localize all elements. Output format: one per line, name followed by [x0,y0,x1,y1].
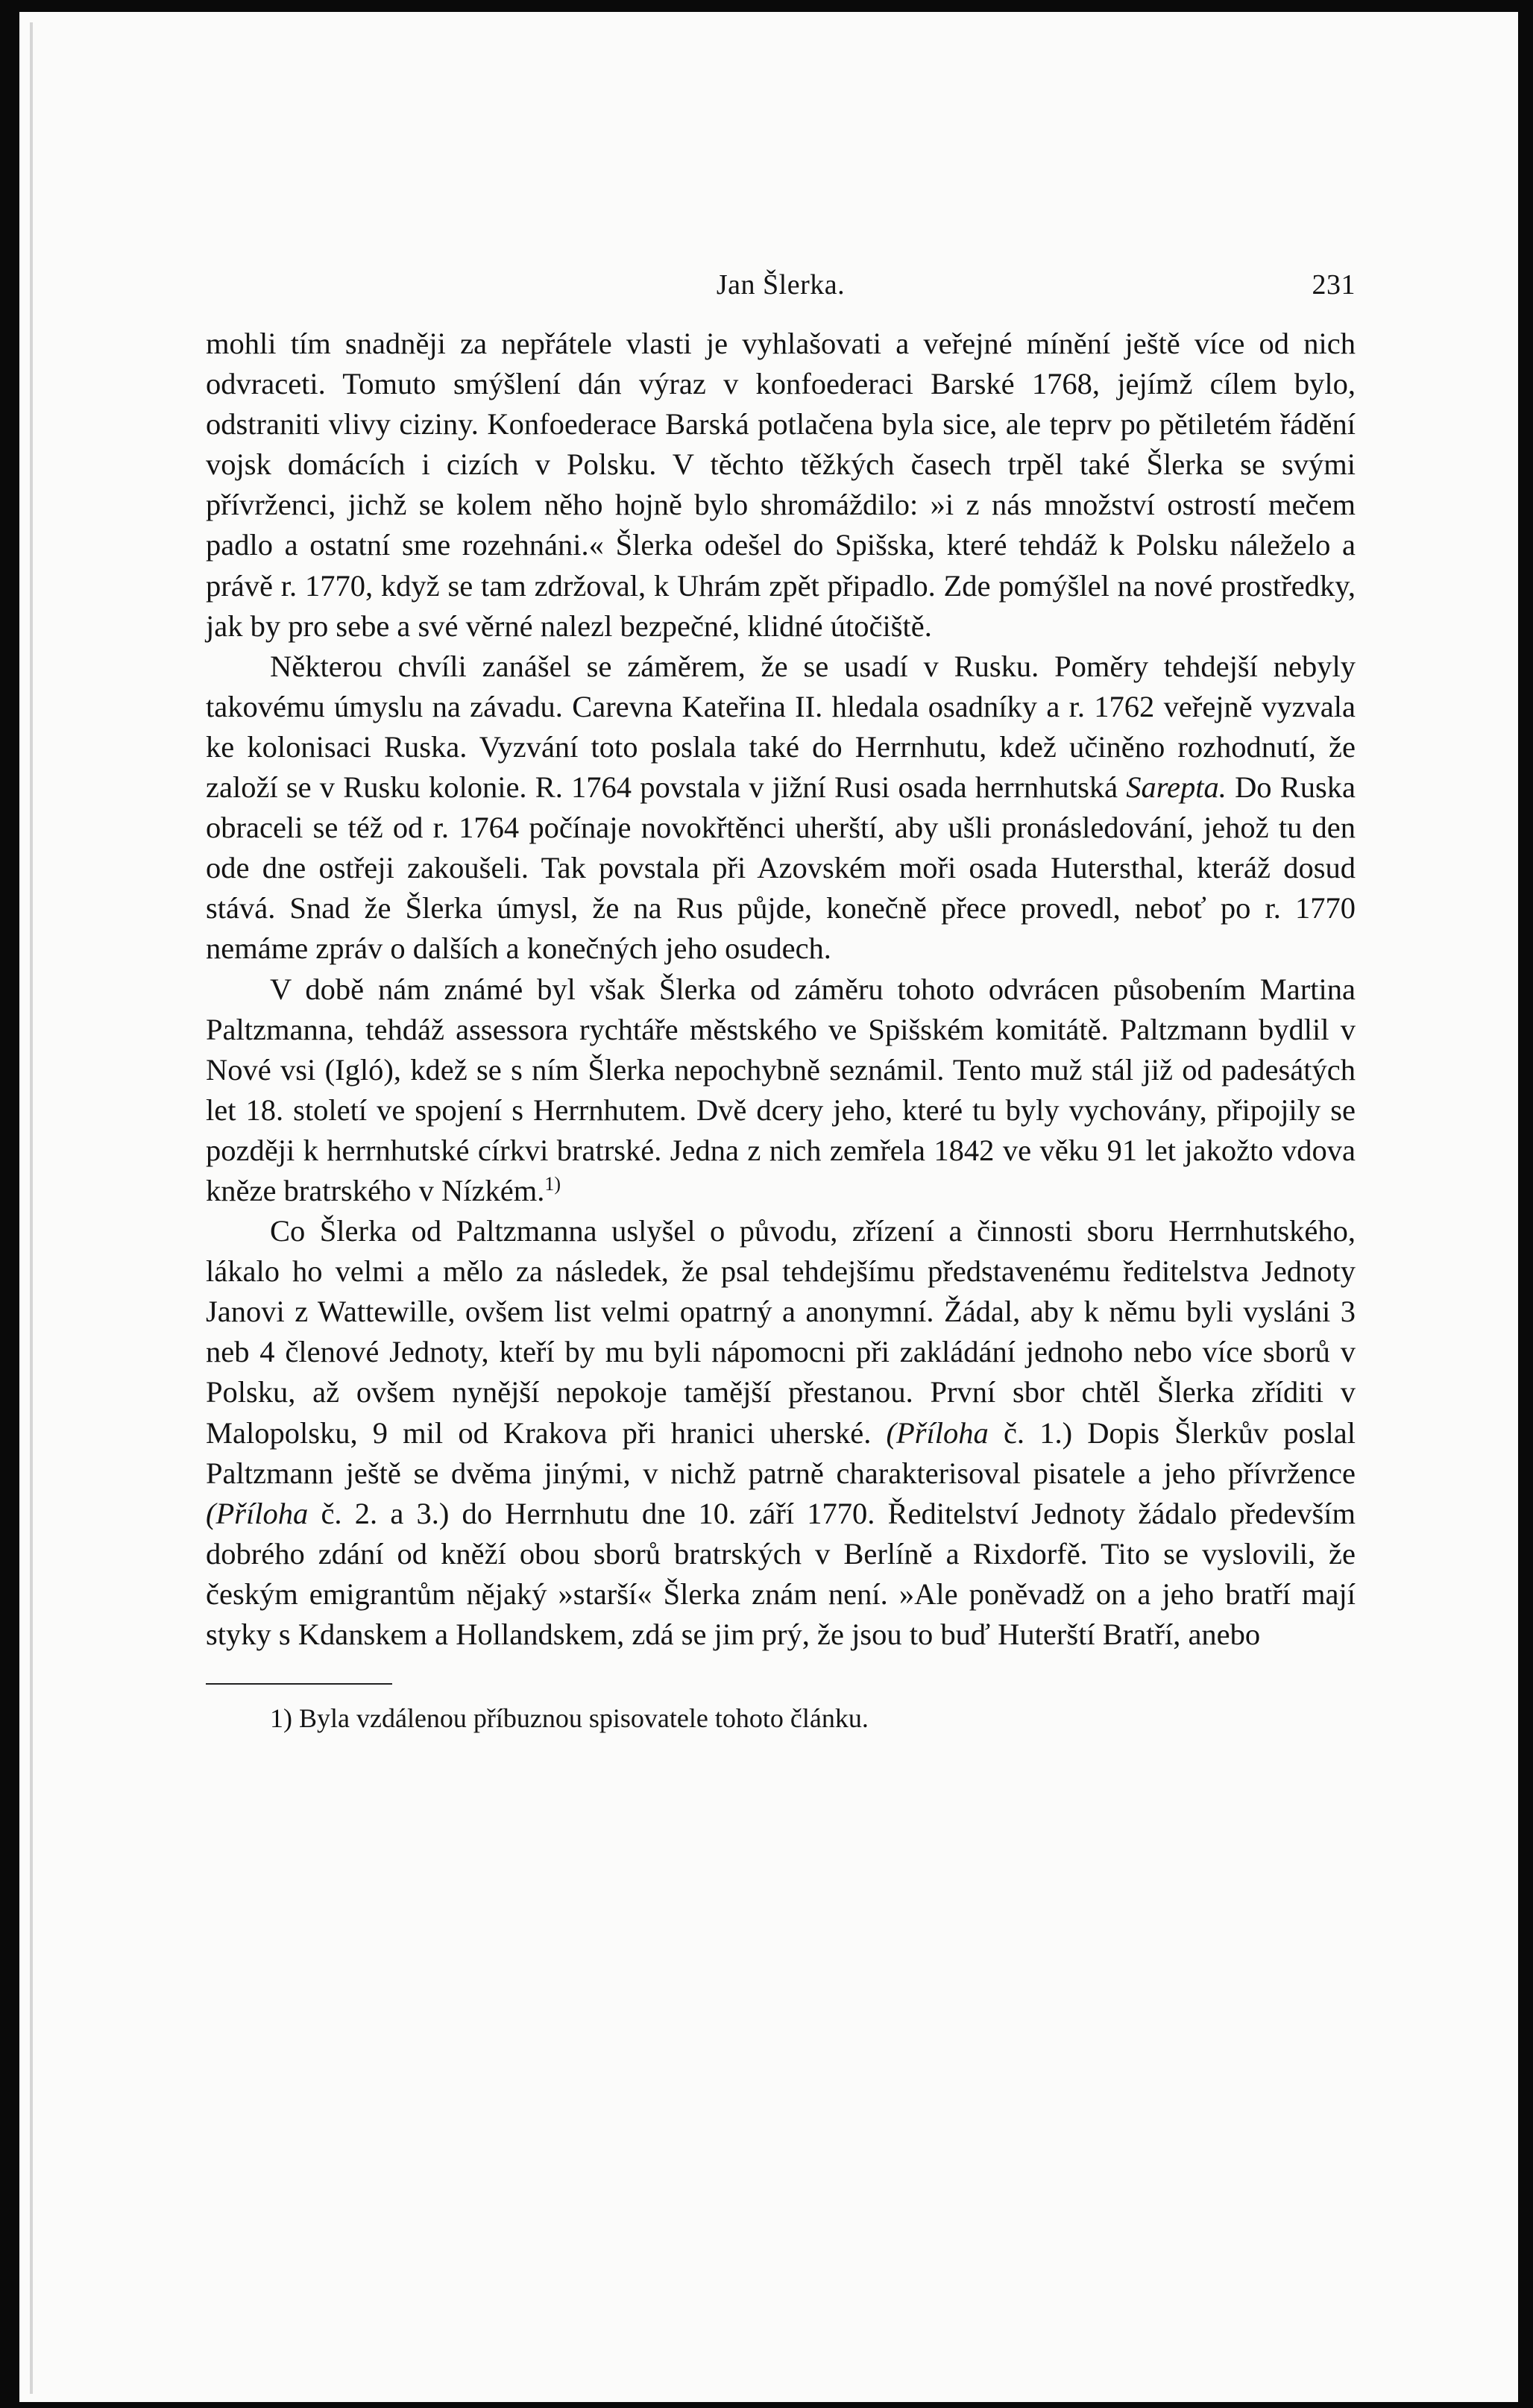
paragraph-4-text-b: č. 1.) Dopis Šlerkův poslal Paltzmann ještě se dvěma jinými, v nichž patrně charakterisoval pisatele a jeho přívržence [206,1415,1356,1490]
page-number: 231 [1312,269,1356,301]
body-text [206,324,1356,1655]
place-name-sarepta: Sarepta. [1126,770,1227,805]
running-title: Jan Šlerka. [716,269,846,301]
paragraph-1: mohli tím snadněji za nepřátele vlasti je vyhlašovati a veřejné mínění ještě více od nich odvraceti. Tomuto smýšlení dán výraz v konfoederaci Barské 1768, jejímž cílem bylo, odstraniti vlivy ciziny. Konfoederace Barská potlačena byla sice, ale teprv po pětiletém řádění vojsk domácích i cizích v Polsku. V těchto těžkých časech trpěl také Šlerka se svými přívrženci, jichž se kolem něho hojně bylo shromáždilo: »i z nás množství ostrostí mečem padlo a ostatní sme rozehnáni.« Šlerka odešel do Spišska, které tehdáž k Polsku náleželo a právě r. 1770, když se tam zdržoval, k Uhrám zpět připadlo. Zde pomýšlel na nové prostředky, jak by pro sebe a své věrné nalezl bezpečné, klidné útočiště. [206,327,1356,643]
running-header [206,261,1356,313]
footnote-divider [206,1683,392,1685]
paragraph-3 [206,969,1356,1212]
paragraph-4-text-c: č. 2. a 3.) do Herrnhutu dne 10. září 1770. Ředitelství Jednoty žádalo především dobrého zdání od kněží obou sborů bratrských v Berlíně a Rixdorfě. Tito se vyslovili, že českým emigrantům nějaký »starší« Šlerka znám není. »Ale poněvadž on a jeho bratří mají styky s Kdanskem a Hollandskem, zdá se jim prý, že jsou to buď Huterští Bratří, anebo [206,1496,1356,1651]
footnote-marker: 1) [270,1703,292,1734]
scan-page-edge [30,22,33,2394]
book-page [206,261,1356,1735]
paragraph-2-text-a: Některou chvíli zanášel se záměrem, že se usadí v Rusku. Poměry tehdejší nebyly takovému úmyslu na závadu. Carevna Kateřina II. hledala osadníky a r. 1762 veřejně vyzvala ke kolonisaci Ruska. Vyzvání toto poslala také do Herrnhutu, kdež učiněno rozhodnutí, že založí se v Rusku kolonie. R. 1764 povstala v jižní Rusi osada herrnhutská [206,649,1356,805]
footnote-reference[interactable]: 1) [544,1172,561,1195]
paragraph-2-text-b: Do Ruska obraceli se též od r. 1764 počínaje novokřtěnci uherští, aby ušli pronásledování, jehož tu den ode dne ostřeji zakoušeli. Tak povstala při Azovském moři osada Hutersthal, kteráž dosud stává. Snad že Šlerka úmysl, že na Rus půjde, konečně přece provedl, neboť po r. 1770 nemáme zpráv o dalších a konečných jeho osudech. [206,770,1356,966]
footnote [206,1701,1356,1735]
appendix-ref-1: (Příloha [886,1415,989,1450]
appendix-ref-2: (Příloha [206,1496,309,1530]
footnote-text: Byla vzdálenou příbuznou spisovatele tohoto článku. [299,1703,869,1734]
paragraph-3-text: V době nám známé byl však Šlerka od záměru tohoto odvrácen působením Martina Paltzmanna, tehdáž assessora rychtáře městského ve Spišském komitátě. Paltzmann bydlil v Nové vsi (Igló), kdež se s ním Šlerka nepochybně seznámil. Tento muž stál již od padesátých let 18. století ve spojení s Herrnhutem. Dvě dcery jeho, které tu byly vychovány, připojily se později k herrnhutské církvi bratrské. Jedna z nich zemřela 1842 ve věku 91 let jakožto vdova kněze bratrského v Nízkém. [206,972,1356,1207]
paragraph-4 [206,1211,1356,1655]
paragraph-4-text-a: Co Šlerka od Paltzmanna uslyšel o původu, zřízení a činnosti sboru Herrnhutského, lákalo ho velmi a mělo za následek, že psal tehdejšímu představenému ředitelstva Jednoty Janovi z Wattewille, ovšem list velmi opatrný a anonymní. Žádal, aby k němu byli vysláni 3 neb 4 členové Jednoty, kteří by mu byli nápomocni při zakládání jednoho nebo více sborů v Polsku, až ovšem nynější nepokoje tamější přestanou. První sbor chtěl Šlerka zříditi v Malopolsku, 9 mil od Krakova při hranici uherské. [206,1214,1356,1450]
paragraph-2 [206,647,1356,969]
